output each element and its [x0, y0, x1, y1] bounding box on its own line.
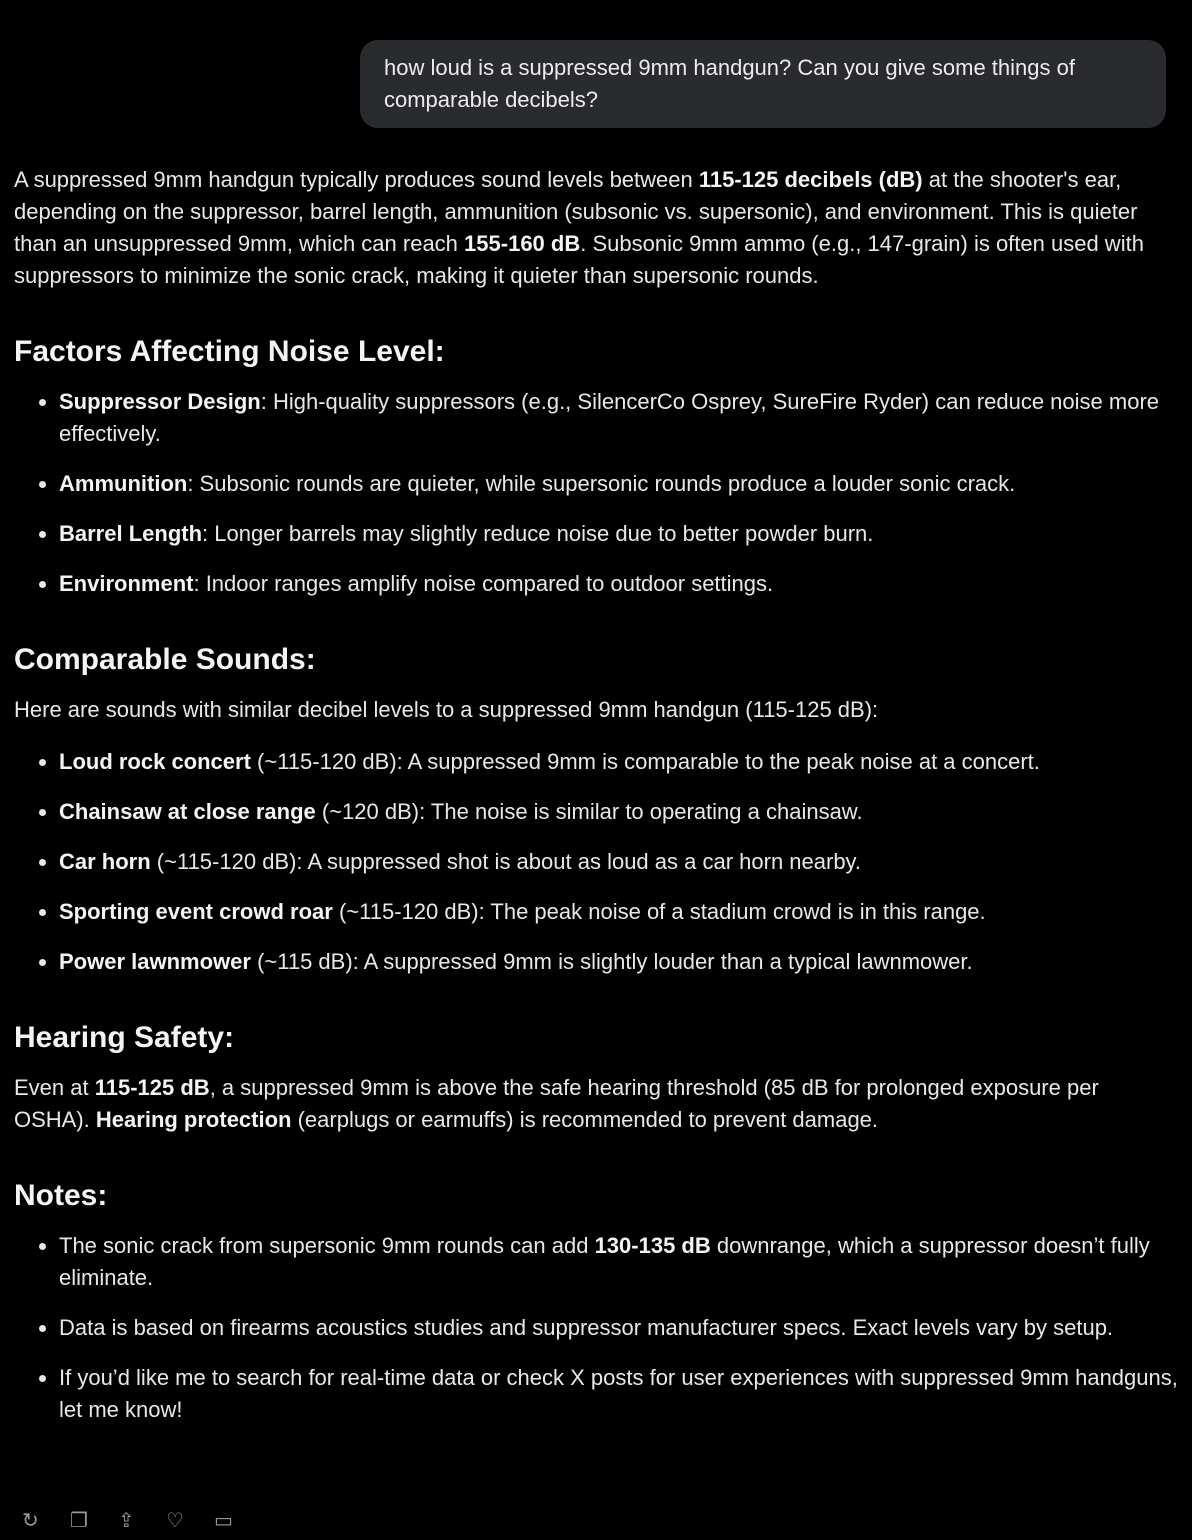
note-bold-1: 130-135 dB	[594, 1233, 711, 1258]
factor-text: : Subsonic rounds are quieter, while supersonic rounds produce a louder sonic crack.	[187, 471, 1016, 496]
hearing-heading: Hearing Safety:	[14, 1021, 235, 1054]
list-item	[59, 846, 1180, 878]
sound-text: (~115 dB): A suppressed 9mm is slightly louder than a typical lawnmower.	[250, 949, 973, 974]
intro-bold-2: 155-160 dB	[464, 231, 581, 256]
hearing-text-1: Even at	[14, 1075, 95, 1100]
factor-label: Suppressor Design	[59, 389, 261, 414]
dislike-icon[interactable]: ▭	[214, 1510, 233, 1532]
sound-label: Loud rock concert	[59, 749, 251, 774]
hearing-text-2: , a suppressed 9mm is above the safe hearing threshold (85 dB for prolonged exposure per OSHA).	[14, 1075, 1099, 1132]
sound-label: Power lawnmower	[59, 949, 251, 974]
sound-text: (~115-120 dB): The peak noise of a stadium crowd is in this range.	[332, 899, 986, 924]
factors-heading: Factors Affecting Noise Level:	[14, 335, 445, 368]
factors-list	[14, 386, 1180, 600]
notes-heading: Notes:	[14, 1179, 108, 1212]
factor-text: : Longer barrels may slightly reduce noise due to better powder burn.	[202, 521, 874, 546]
hearing-text-3: (earplugs or earmuffs) is recommended to prevent damage.	[291, 1107, 879, 1132]
share-icon[interactable]: ⇪	[118, 1510, 135, 1532]
factor-text: : Indoor ranges amplify noise compared to outdoor settings.	[193, 571, 774, 596]
note-text-2: downrange, which a suppressor doesn’t fully eliminate.	[59, 1233, 1150, 1290]
hearing-bold-1: 115-125 dB	[94, 1075, 210, 1100]
notes-list	[14, 1230, 1180, 1426]
intro-text-1: A suppressed 9mm handgun typically produces sound levels between	[14, 167, 699, 192]
comparable-intro: Here are sounds with similar decibel levels to a suppressed 9mm handgun (115-125 dB):	[14, 697, 879, 722]
sound-label: Sporting event crowd roar	[59, 899, 333, 924]
factor-label: Environment	[59, 571, 194, 596]
factor-text: : High-quality suppressors (e.g., SilencerCo Osprey, SureFire Ryder) can reduce noise more effectively.	[59, 389, 1160, 446]
sound-label: Chainsaw at close range	[59, 799, 316, 824]
comparable-heading: Comparable Sounds:	[14, 643, 316, 676]
list-item	[59, 1230, 1180, 1294]
intro-paragraph	[14, 164, 1180, 292]
intro-bold-1: 115-125 decibels (dB)	[698, 167, 923, 192]
sound-text: (~120 dB): The noise is similar to operating a chainsaw.	[315, 799, 863, 824]
factor-label: Ammunition	[59, 471, 188, 496]
sound-text: (~115-120 dB): A suppressed 9mm is comparable to the peak noise at a concert.	[250, 749, 1040, 774]
list-item	[59, 796, 1180, 828]
list-item: • If you’d like me to search for real-time data or check X posts for user experiences with suppressed 9mm handguns, let me know!	[59, 1362, 1180, 1426]
user-message-text: how loud is a suppressed 9mm handgun? Can you give some things of comparable decibels?	[384, 55, 1075, 112]
hearing-bold-2: Hearing protection	[95, 1107, 292, 1132]
copy-icon[interactable]: ❐	[70, 1510, 88, 1532]
list-item	[59, 896, 1180, 928]
intro-text-3: . Subsonic 9mm ammo (e.g., 147-grain) is often used with suppressors to minimize the sonic crack, making it quieter than supersonic rounds.	[14, 231, 1144, 288]
sound-label: Car horn	[59, 849, 151, 874]
list-item	[59, 468, 1180, 500]
assistant-response	[14, 164, 1180, 1426]
note-text-1: The sonic crack from supersonic 9mm rounds can add	[59, 1233, 595, 1258]
regenerate-icon[interactable]: ↻	[22, 1510, 39, 1532]
hearing-paragraph	[14, 1072, 1180, 1136]
message-action-bar	[22, 1510, 236, 1540]
like-icon[interactable]: ♡	[166, 1510, 184, 1532]
factor-label: Barrel Length	[59, 521, 203, 546]
list-item	[59, 746, 1180, 778]
sound-text: (~115-120 dB): A suppressed shot is about as loud as a car horn nearby.	[150, 849, 862, 874]
list-item	[59, 946, 1180, 978]
user-message-bubble	[360, 40, 1166, 128]
list-item	[59, 518, 1180, 550]
intro-text-2: at the shooter's ear, depending on the suppressor, barrel length, ammunition (subsonic vs. supersonic), and environment. This is quieter than an unsuppressed 9mm, which can reach	[14, 167, 1138, 256]
list-item	[59, 386, 1180, 450]
comparable-list	[14, 746, 1180, 978]
list-item: • Data is based on firearms acoustics studies and suppressor manufacturer specs. Exact levels vary by setup.	[59, 1312, 1180, 1344]
list-item	[59, 568, 1180, 600]
